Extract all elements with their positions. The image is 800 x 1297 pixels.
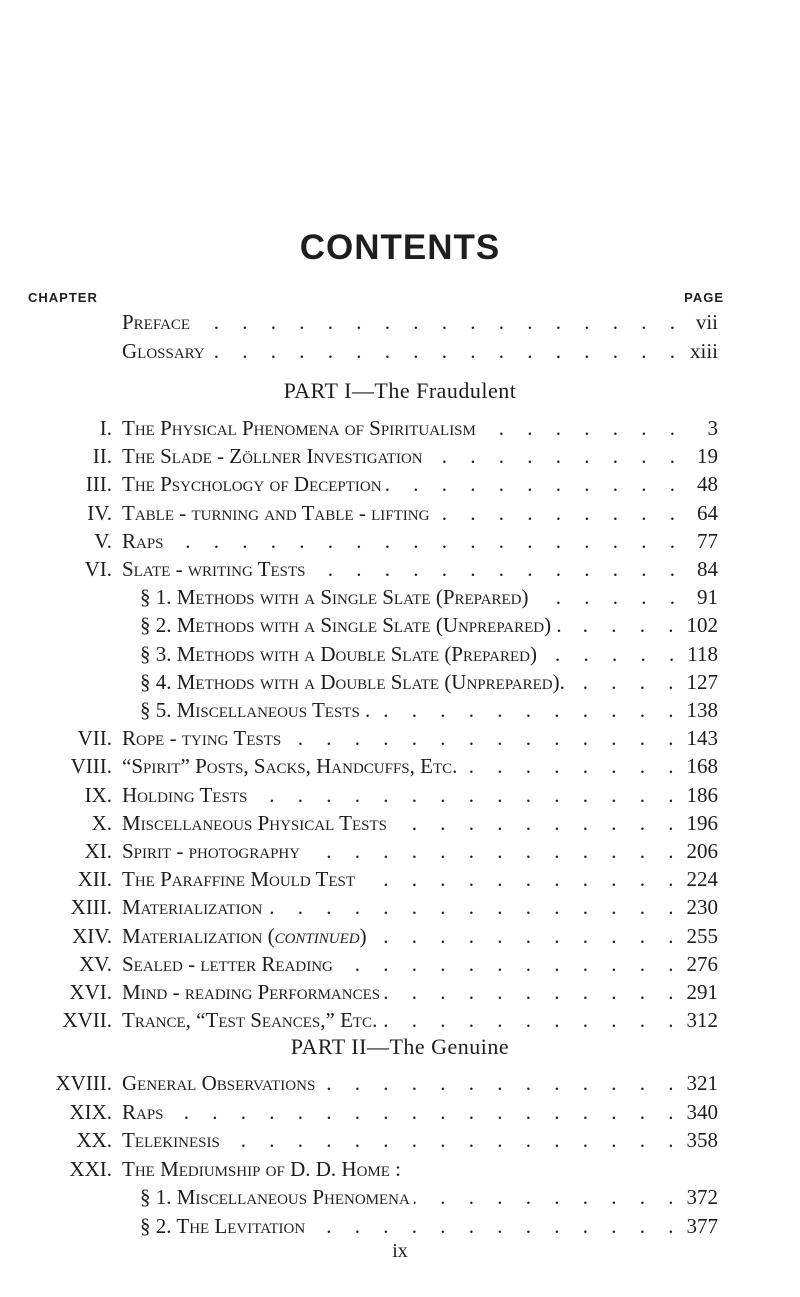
toc-chapter-row [0, 308, 800, 336]
toc-chapter-row [0, 442, 800, 470]
toc-entry [122, 1098, 718, 1126]
toc-entry [122, 1069, 718, 1097]
entry-page-number: 138 [686, 698, 718, 722]
entry-page-number: 84 [697, 557, 718, 581]
toc-entry [122, 308, 718, 336]
entry-title: Preface [122, 310, 191, 334]
chapter-number: XVIII. [55, 1071, 112, 1095]
chapter-number: XII. [77, 867, 112, 892]
chapter-number: V. [94, 528, 112, 553]
toc-chapter-row [0, 1155, 800, 1183]
toc-entry [122, 1155, 718, 1183]
dot-leader [266, 893, 682, 921]
dot-leader [304, 837, 682, 865]
toc-chapter-row [0, 865, 800, 893]
entry-title: Spirit - photography [122, 839, 301, 863]
entry-page-number: 19 [697, 444, 718, 469]
entry-title: Telekinesis [122, 1128, 220, 1153]
toc-entry [122, 781, 718, 809]
entry-page-number: 48 [697, 472, 718, 497]
page-column-label: PAGE [684, 290, 724, 305]
toc-subsection-row [0, 696, 800, 724]
toc-entry [140, 696, 718, 724]
toc-entry [140, 583, 718, 611]
entry-page-number: 358 [686, 1128, 718, 1153]
entry-title: The Psychology of Deception [122, 472, 382, 497]
toc-entry [122, 337, 718, 365]
dot-leader [384, 978, 682, 1006]
page-number: ix [392, 1240, 408, 1262]
entry-page-number: 321 [686, 1071, 718, 1095]
dot-leader [433, 499, 684, 527]
toc-entry [122, 809, 718, 837]
dot-leader [310, 555, 684, 583]
entry-page-number: 118 [687, 641, 718, 666]
toc-chapter-row [0, 1006, 800, 1034]
toc-entry [122, 950, 718, 978]
toc-entry [122, 893, 718, 921]
entry-page-number: 186 [686, 782, 718, 807]
toc-entry [122, 1006, 718, 1034]
entry-page-number: 340 [686, 1099, 718, 1124]
dot-leader [285, 724, 682, 752]
entry-title: The Physical Phenomena of Spiritualism [122, 416, 476, 440]
entry-title: The Mediumship of D. D. Home : [122, 1156, 402, 1181]
chapter-column-label: CHAPTER [28, 290, 98, 305]
entry-title: § 1. Methods with a Single Slate (Prepared) [140, 585, 529, 610]
dot-leader [337, 950, 683, 978]
toc-entry [122, 555, 718, 583]
toc-subsection-row [0, 611, 800, 639]
dot-leader [391, 809, 683, 837]
dot-leader [251, 781, 682, 809]
toc-chapter-row [0, 922, 800, 950]
entry-page-number: 3 [707, 416, 718, 440]
chapter-number: XIII. [70, 895, 112, 920]
chapter-number: XXI. [69, 1156, 112, 1181]
toc-chapter-row [0, 893, 800, 921]
entry-page-number: 77 [697, 528, 718, 553]
dot-leader [224, 1126, 683, 1154]
entry-title: § 3. Methods with a Double Slate (Prepared) [140, 641, 537, 666]
toc-chapter-row [0, 781, 800, 809]
toc-chapter-row [0, 724, 800, 752]
toc-entry [122, 922, 718, 950]
toc-chapter-row [0, 1098, 800, 1126]
entry-page-number: 64 [697, 500, 718, 525]
toc-entry [122, 724, 718, 752]
entry-page-number: xiii [689, 339, 718, 363]
entry-page-number: 206 [686, 839, 718, 863]
dot-leader [414, 1183, 683, 1211]
toc-subsection-row [0, 640, 800, 668]
chapter-number: XVII. [62, 1008, 112, 1033]
toc-chapter-row [0, 414, 800, 442]
entry-page-number: 91 [697, 585, 718, 610]
chapter-number: IV. [87, 500, 112, 525]
toc-subsection-row [0, 1212, 800, 1240]
dot-leader [359, 865, 682, 893]
toc-entry [122, 470, 718, 498]
entry-title: Rope - tying Tests [122, 726, 282, 751]
chapter-number: I. [99, 416, 112, 440]
dot-leader [319, 1069, 682, 1097]
entry-page-number: 224 [686, 867, 718, 892]
toc-chapter-row [0, 1126, 800, 1154]
toc-chapter-row [0, 978, 800, 1006]
toc-entry [140, 640, 718, 668]
toc-entry [122, 837, 718, 865]
entry-title: Sealed - letter Reading [122, 951, 333, 976]
dot-leader [168, 1098, 683, 1126]
entry-title: Mind - reading Performances [122, 980, 381, 1004]
entry-title: Materialization (continued) [122, 923, 367, 948]
entry-page-number: 143 [686, 726, 718, 751]
entry-page-number: 230 [686, 895, 718, 920]
entry-title: Raps [122, 528, 164, 553]
toc-entry [122, 414, 718, 442]
toc-chapter-row [0, 1069, 800, 1097]
entry-page-number: 372 [686, 1185, 718, 1210]
toc-entry [122, 978, 718, 1006]
part-one-heading: PART I—The Fraudulent [283, 378, 517, 403]
entry-title: § 4. Methods with a Double Slate (Unprepared). [140, 669, 565, 694]
entry-title: Table - turning and Table - lifting [122, 500, 430, 525]
toc-entry [122, 865, 718, 893]
chapter-number: XVI. [69, 980, 112, 1004]
chapter-number: III. [85, 472, 112, 497]
dot-leader [566, 611, 683, 639]
dot-leader [374, 696, 682, 724]
entry-title: § 1. Miscellaneous Phenomena [140, 1185, 410, 1210]
chapter-number: IX. [84, 782, 112, 807]
toc-entry [122, 499, 718, 527]
dot-leader [209, 337, 684, 365]
chapter-number: XV. [79, 951, 112, 976]
dot-leader [569, 668, 683, 696]
chapter-number: X. [91, 810, 112, 835]
dot-leader [309, 1212, 682, 1240]
part-two-heading: PART II—The Genuine [290, 1034, 510, 1059]
chapter-number: VI. [84, 557, 112, 581]
toc-entry [140, 611, 718, 639]
entry-title: Materialization [122, 895, 263, 920]
entry-page-number: 127 [686, 669, 718, 694]
entry-page-number: 102 [686, 613, 718, 638]
entry-title: Raps [122, 1099, 164, 1124]
toc-entry [140, 668, 718, 696]
dot-leader [427, 442, 684, 470]
entry-title: Miscellaneous Physical Tests [122, 810, 387, 835]
entry-page-number: 291 [686, 980, 718, 1004]
entry-title: Slate - writing Tests [122, 557, 306, 581]
toc-subsection-row [0, 1183, 800, 1211]
toc-chapter-row [0, 752, 800, 780]
entry-title: § 5. Miscellaneous Tests . [140, 698, 371, 722]
toc-chapter-row [0, 950, 800, 978]
dot-leader [381, 1006, 682, 1034]
entry-title: “Spirit” Posts, Sacks, Handcuffs, Etc. [122, 754, 458, 779]
toc-entry [140, 1183, 718, 1211]
toc-entry [140, 1212, 718, 1240]
entry-title: Holding Tests [122, 782, 248, 807]
chapter-number: XI. [84, 839, 112, 863]
dot-leader [480, 414, 684, 442]
dot-leader [194, 308, 684, 336]
entry-title: The Paraffine Mould Test [122, 867, 356, 892]
dot-leader [461, 752, 682, 780]
chapter-number: II. [92, 444, 112, 469]
entry-page-number: vii [695, 310, 718, 334]
entry-page-number: 168 [686, 754, 718, 779]
entry-title: § 2. The Levitation [140, 1214, 306, 1238]
chapter-number: VII. [77, 726, 112, 751]
dot-leader [386, 470, 684, 498]
toc-chapter-row [0, 809, 800, 837]
entry-title: Trance, “Test Seances,” Etc. [122, 1008, 378, 1033]
toc-chapter-row [0, 527, 800, 555]
entry-page-number: 312 [686, 1008, 718, 1033]
toc-entry [122, 527, 718, 555]
chapter-number: XX. [76, 1128, 112, 1153]
toc-chapter-row [0, 555, 800, 583]
toc-entry [122, 442, 718, 470]
toc-chapter-row [0, 499, 800, 527]
toc-chapter-row [0, 837, 800, 865]
chapter-number: XIX. [69, 1099, 112, 1124]
entry-page-number: 255 [686, 923, 718, 948]
dot-leader [168, 527, 684, 555]
entry-title: General Observations [122, 1071, 316, 1095]
dot-leader [541, 640, 683, 668]
page-title: CONTENTS [299, 228, 501, 267]
entry-title: The Slade - Zöllner Investigation [122, 444, 423, 469]
entry-page-number: 276 [686, 951, 718, 976]
entry-page-number: 196 [686, 810, 718, 835]
chapter-number: VIII. [70, 754, 112, 779]
toc-chapter-row [0, 337, 800, 365]
toc-subsection-row [0, 583, 800, 611]
entry-page-number: 377 [686, 1214, 718, 1238]
toc-entry [122, 752, 718, 780]
toc-chapter-row [0, 470, 800, 498]
toc-entry [122, 1126, 718, 1154]
dot-leader [532, 583, 684, 611]
entry-title: § 2. Methods with a Single Slate (Unprepared) . [140, 613, 562, 638]
toc-subsection-row [0, 668, 800, 696]
chapter-number: XIV. [72, 923, 112, 948]
entry-title: Glossary [122, 339, 205, 363]
dot-leader [371, 922, 683, 950]
